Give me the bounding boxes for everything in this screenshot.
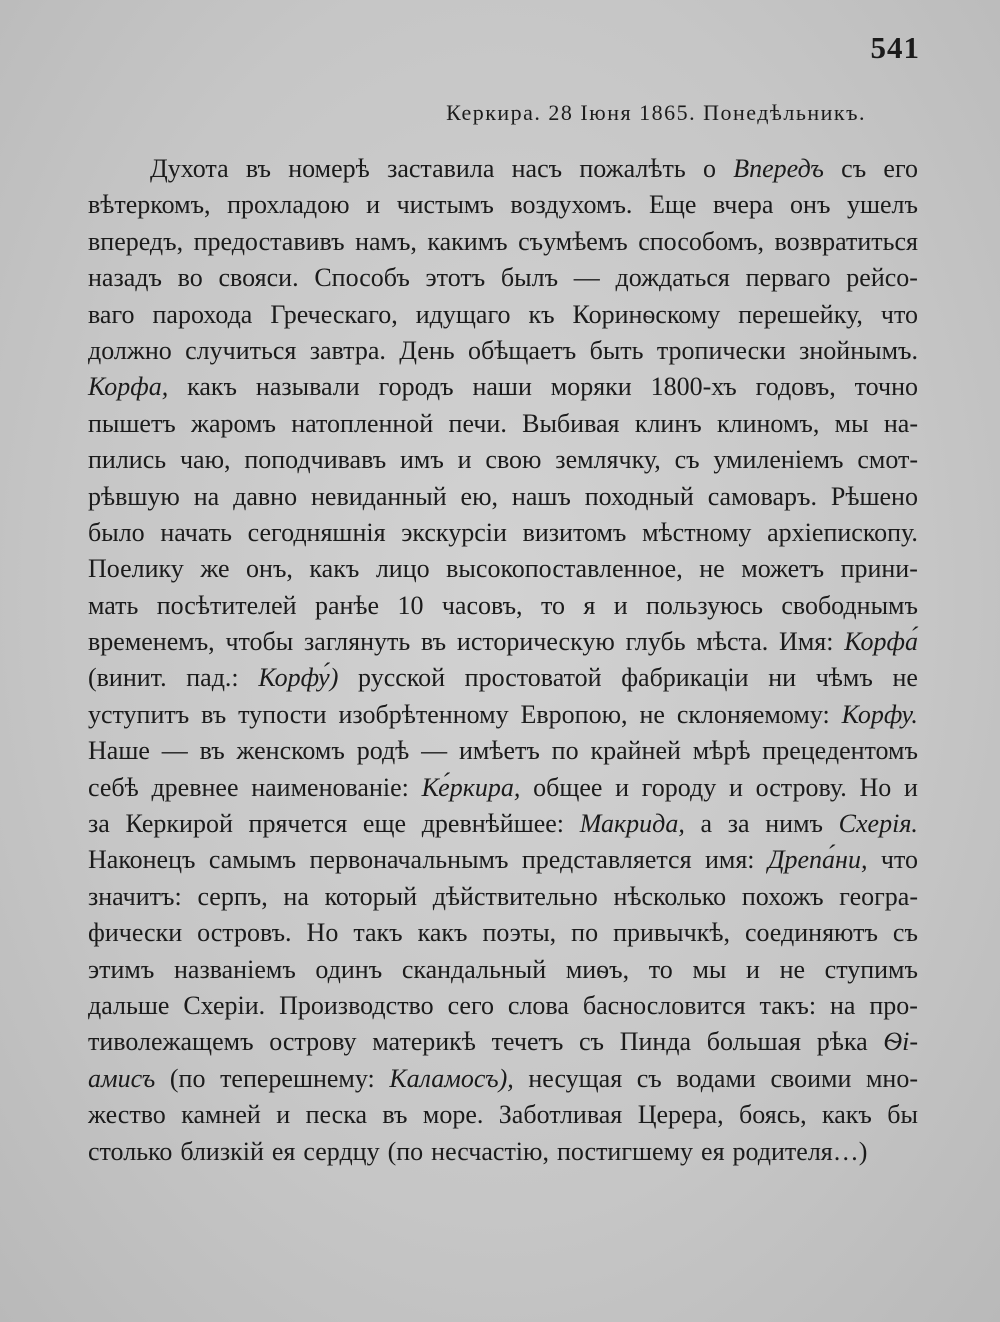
word: городъ	[378, 372, 454, 402]
word: визитомъ	[522, 517, 627, 547]
word: нимъ	[765, 809, 823, 839]
word: рѣвшую	[88, 481, 180, 511]
word: по	[551, 736, 579, 766]
word: невиданный	[311, 481, 447, 511]
word: съ	[674, 445, 700, 475]
word: пожалѣть	[579, 154, 686, 183]
word: же	[200, 554, 230, 584]
word: поподчивавъ	[244, 445, 387, 475]
word: къ	[528, 299, 555, 329]
text-line	[88, 736, 918, 772]
word: сегодняшнія	[247, 517, 386, 547]
text-line	[88, 809, 918, 845]
word: и	[366, 190, 380, 220]
word: не	[699, 554, 725, 584]
word: чаю,	[179, 445, 231, 475]
word: обѣщаетъ	[467, 335, 577, 365]
word: Коринѳскому	[572, 299, 721, 329]
text-line	[88, 991, 918, 1027]
word: знойнымъ.	[799, 335, 918, 365]
word: не	[779, 954, 806, 984]
italic-word: Схерія.	[838, 809, 918, 839]
word: прячется	[248, 809, 348, 839]
word: въ	[421, 627, 447, 657]
word: съ	[892, 918, 918, 948]
word: камней	[181, 1100, 261, 1130]
word: давно	[233, 481, 298, 511]
word: Пинда	[619, 1027, 692, 1057]
text-line	[88, 190, 918, 226]
word: нѣсколько	[613, 881, 727, 911]
word: былъ	[500, 263, 559, 293]
word: жаромъ	[191, 408, 276, 438]
word: годовъ,	[755, 372, 836, 402]
word: возвратиться	[774, 226, 918, 256]
word: похожъ	[741, 881, 824, 911]
word: временемъ,	[88, 627, 215, 657]
text-line	[88, 154, 918, 190]
word: теперешнему:	[220, 1063, 375, 1093]
word: нашъ	[511, 481, 571, 511]
word: имѣетъ	[458, 736, 540, 766]
text-line	[88, 955, 918, 991]
word: Еще	[649, 190, 697, 220]
word: прини-	[840, 554, 918, 584]
word: серпъ,	[197, 881, 268, 911]
word: сего	[447, 990, 494, 1020]
word: 1800-хъ	[650, 372, 737, 402]
word: Производство	[279, 990, 434, 1020]
text-line	[88, 663, 918, 699]
word: случиться	[185, 335, 297, 365]
word: въ	[199, 736, 225, 766]
word: мы	[692, 954, 727, 984]
word: было	[88, 517, 145, 547]
word: мно-	[865, 1063, 918, 1093]
word: постигшему	[556, 1136, 694, 1166]
word: что	[880, 299, 918, 329]
word: ваго	[88, 299, 135, 329]
word: родителя…)	[732, 1136, 868, 1166]
word: —	[161, 736, 188, 766]
word: способомъ,	[638, 226, 764, 256]
word: несчастію,	[431, 1136, 549, 1166]
word: миѳъ,	[565, 954, 630, 984]
text-line	[88, 1064, 918, 1100]
word: съ	[636, 1063, 662, 1093]
word: перешейку,	[738, 299, 863, 329]
word: съ	[579, 1027, 604, 1057]
word: фабрикаціи	[621, 663, 749, 693]
text-line	[88, 300, 918, 336]
word: землячку,	[555, 445, 661, 475]
word: самымъ	[208, 845, 297, 875]
word: скандальный	[401, 954, 547, 984]
italic-word: Ѳі-	[883, 1027, 918, 1057]
word: ушелъ	[846, 190, 918, 220]
word: большая	[706, 1027, 802, 1057]
word: женскомъ	[236, 736, 345, 766]
word: то	[648, 954, 673, 984]
word: названіемъ	[173, 954, 296, 984]
dateline-heading: Керкира. 28 Іюня 1865. Понедѣльникъ.	[446, 100, 866, 125]
word: Но	[859, 772, 892, 802]
word: городу	[641, 772, 717, 802]
word: клинъ	[634, 408, 702, 438]
word: намъ,	[355, 226, 417, 256]
word: съ	[841, 154, 867, 183]
word: пились	[88, 445, 167, 475]
word: завтра.	[309, 335, 386, 365]
word: еще	[362, 809, 407, 839]
word: прохладою	[227, 190, 350, 220]
word: воздухомъ.	[510, 190, 633, 220]
word: наименованіе:	[251, 772, 409, 802]
word: и	[903, 772, 918, 802]
word: мѣста.	[696, 627, 769, 657]
word: парохода	[152, 299, 253, 329]
italic-word: амисъ	[88, 1063, 156, 1093]
word: какъ	[822, 1100, 872, 1130]
word: пад.:	[186, 663, 239, 693]
word: Европою,	[520, 699, 628, 729]
text-line	[88, 482, 918, 518]
word: предоставивъ	[193, 226, 345, 256]
italic-word: Впередъ	[733, 154, 824, 183]
word: Выбивая	[522, 408, 620, 438]
word: должно	[88, 335, 172, 365]
word: своими	[770, 1063, 852, 1093]
italic-word: Каламосъ),	[389, 1063, 514, 1093]
word: про-	[869, 990, 918, 1020]
word: впередъ,	[88, 226, 184, 256]
word: тропически	[656, 335, 786, 365]
italic-word: Корфу.	[841, 699, 918, 729]
word: сердцу	[303, 1136, 380, 1166]
word: точно	[854, 372, 918, 402]
word: идущаго	[415, 299, 511, 329]
word: номерѣ	[288, 154, 370, 183]
word: песка	[305, 1100, 367, 1130]
word: который	[324, 881, 417, 911]
word: ранѣе	[314, 590, 380, 620]
word: дѣйствительно	[432, 881, 598, 911]
word: не	[639, 699, 665, 729]
italic-word: Корфу́)	[258, 663, 339, 693]
word: уступитъ	[88, 699, 190, 729]
word: о	[702, 154, 716, 183]
italic-word: Корфа,	[88, 372, 169, 402]
word: самоваръ.	[707, 481, 817, 511]
word: заглянуть	[304, 627, 411, 657]
word: —	[573, 263, 600, 293]
word: течетъ	[491, 1027, 564, 1057]
word: дальше	[88, 990, 170, 1020]
word: за	[727, 809, 750, 839]
word: простоватой	[464, 663, 602, 693]
word: —	[421, 736, 448, 766]
word: глубь	[625, 627, 686, 657]
word: себѣ	[88, 772, 139, 802]
word: (винит.	[88, 663, 167, 693]
word: Поелику	[88, 554, 184, 584]
word: чѣмъ	[815, 663, 873, 693]
word: въ	[201, 699, 227, 729]
italic-word: Макрида,	[579, 809, 685, 839]
word: этотъ	[425, 263, 486, 293]
word: соединяютъ	[744, 918, 878, 948]
text-line	[88, 372, 918, 408]
word: перваго	[745, 263, 831, 293]
word: по	[571, 918, 599, 948]
word: часовъ,	[441, 590, 523, 620]
word: жество	[88, 1100, 166, 1130]
word: историческую	[456, 627, 615, 657]
word: русской	[358, 663, 446, 693]
word: походный	[584, 481, 694, 511]
word: (по	[169, 1063, 206, 1093]
word: ея	[271, 1136, 296, 1166]
word: на	[283, 881, 309, 911]
word: Наконецъ	[88, 845, 196, 875]
word: бы	[887, 1100, 918, 1130]
word: первоначальнымъ	[309, 845, 509, 875]
word: ея	[701, 1136, 725, 1166]
word: имъ	[400, 445, 444, 475]
word: что	[880, 845, 918, 875]
word: быть	[589, 335, 644, 365]
word: заставила	[387, 154, 495, 183]
word: водами	[676, 1063, 756, 1093]
text-line	[88, 627, 918, 663]
word: имя:	[704, 845, 755, 875]
text-line	[88, 263, 918, 299]
word: вчера	[713, 190, 774, 220]
word: экскурсіи	[401, 517, 507, 547]
word: Греческаго,	[270, 299, 398, 329]
word: изобрѣтенному	[338, 699, 509, 729]
word: Духота	[150, 154, 229, 183]
word: и	[276, 1100, 291, 1130]
word: въ	[245, 154, 271, 183]
word: на	[193, 481, 220, 511]
text-line	[88, 1137, 918, 1173]
word: смот-	[857, 445, 918, 475]
word: и	[457, 445, 472, 475]
word: столько	[88, 1136, 173, 1166]
word: вѣтеркомъ,	[88, 190, 211, 220]
text-line	[88, 700, 918, 736]
word: и	[728, 772, 743, 802]
word: въ	[382, 1100, 408, 1130]
text-line	[88, 1027, 918, 1063]
body-paragraph	[88, 154, 918, 1173]
word: острову.	[755, 772, 847, 802]
word: значитъ:	[88, 881, 182, 911]
word: какъ	[309, 554, 360, 584]
text-line	[88, 591, 918, 627]
word: называли	[255, 372, 360, 402]
word: слова	[507, 990, 569, 1020]
word: и	[613, 590, 628, 620]
word: древнѣйшее:	[421, 809, 565, 839]
text-line	[88, 773, 918, 809]
word: насъ	[511, 154, 563, 183]
word: древнее	[151, 772, 239, 802]
word: общее	[533, 772, 603, 802]
word: 10	[397, 590, 424, 620]
text-line	[88, 918, 918, 954]
word: и	[615, 772, 630, 802]
word: Заботливая	[498, 1100, 623, 1130]
word: ступимъ	[824, 954, 918, 984]
word: Способъ	[314, 263, 410, 293]
word: съумѣемъ	[518, 226, 628, 256]
word: День	[399, 335, 455, 365]
word: материкѣ	[372, 1027, 476, 1057]
word: натопленной	[291, 408, 434, 438]
word: пышетъ	[88, 408, 176, 438]
text-line	[88, 554, 918, 590]
word: посѣтителей	[156, 590, 297, 620]
word: поэты,	[482, 918, 557, 948]
text-line	[88, 445, 918, 481]
word: Но	[306, 918, 339, 948]
word: Наше	[88, 736, 150, 766]
word: умиленіемъ	[713, 445, 844, 475]
word: море.	[422, 1100, 484, 1130]
text-line	[88, 336, 918, 372]
word: архіепископу.	[767, 517, 918, 547]
word: не	[892, 663, 918, 693]
word: онъ,	[246, 554, 293, 584]
word: свояси.	[218, 263, 299, 293]
page-number: 541	[870, 30, 920, 65]
word: дождаться	[615, 263, 730, 293]
word: на	[829, 990, 856, 1020]
text-line	[88, 882, 918, 918]
word: геогра-	[839, 881, 918, 911]
word: тиволежащемъ	[88, 1027, 254, 1057]
word: какъ	[187, 372, 237, 402]
word: представляется	[521, 845, 692, 875]
word: родѣ	[356, 736, 410, 766]
word: фически	[88, 918, 183, 948]
word: мать	[88, 590, 139, 620]
word: и	[746, 954, 760, 984]
word: Рѣшено	[830, 481, 918, 511]
word: во	[177, 263, 203, 293]
word: такъ	[353, 918, 403, 948]
word: высокопоставленное,	[446, 554, 683, 584]
word: начать	[160, 517, 232, 547]
word: крайней	[590, 736, 681, 766]
text-line	[88, 1100, 918, 1136]
word: ни	[768, 663, 797, 693]
word: тупости	[238, 699, 327, 729]
word: я	[583, 590, 596, 620]
word: свободнымъ	[781, 590, 918, 620]
word: его	[883, 154, 918, 183]
word: Керкирой	[125, 809, 233, 839]
text-line	[88, 845, 918, 881]
word: рейсо-	[846, 263, 918, 293]
word: онъ	[790, 190, 831, 220]
word: моряки	[550, 372, 632, 402]
word: лицо	[375, 554, 430, 584]
italic-word: Ке́ркира,	[421, 772, 521, 802]
word: склоняемому:	[676, 699, 830, 729]
word: печи.	[448, 408, 507, 438]
word: мѣстному	[642, 517, 752, 547]
word: а	[700, 809, 713, 839]
word: такъ:	[759, 990, 817, 1020]
word: привычкѣ,	[613, 918, 730, 948]
word: то	[540, 590, 565, 620]
word: одинъ	[315, 954, 383, 984]
word: острову	[269, 1027, 357, 1057]
word: наши	[472, 372, 532, 402]
text-line	[88, 409, 918, 445]
word: можетъ	[741, 554, 825, 584]
text-line	[88, 227, 918, 263]
italic-word: Дрепа́ни,	[767, 845, 868, 875]
word: ею,	[460, 481, 498, 511]
word: назадъ	[88, 263, 162, 293]
word: мы	[834, 408, 869, 438]
word: островъ.	[197, 918, 292, 948]
word: близкій	[180, 1136, 264, 1166]
word: (по	[387, 1136, 424, 1166]
word: Схеріи.	[183, 990, 266, 1020]
word: прецедентомъ	[762, 736, 918, 766]
word: на-	[883, 408, 918, 438]
word: чистымъ	[396, 190, 494, 220]
word: Церера,	[637, 1100, 724, 1130]
word: Имя:	[779, 627, 834, 657]
italic-word: Корфа́	[844, 627, 918, 657]
word: какимъ	[427, 226, 508, 256]
word: клиномъ,	[717, 408, 820, 438]
word: какъ	[417, 918, 468, 948]
word: чтобы	[225, 627, 294, 657]
word: свою	[485, 445, 542, 475]
text-line	[88, 518, 918, 554]
word: рѣка	[816, 1027, 868, 1057]
word: боясь,	[739, 1100, 807, 1130]
word: пользуюсь	[645, 590, 763, 620]
word: несущая	[528, 1063, 623, 1093]
word: этимъ	[88, 954, 155, 984]
word: мѣрѣ	[692, 736, 751, 766]
word: баснословится	[582, 990, 746, 1020]
word: за	[88, 809, 110, 839]
